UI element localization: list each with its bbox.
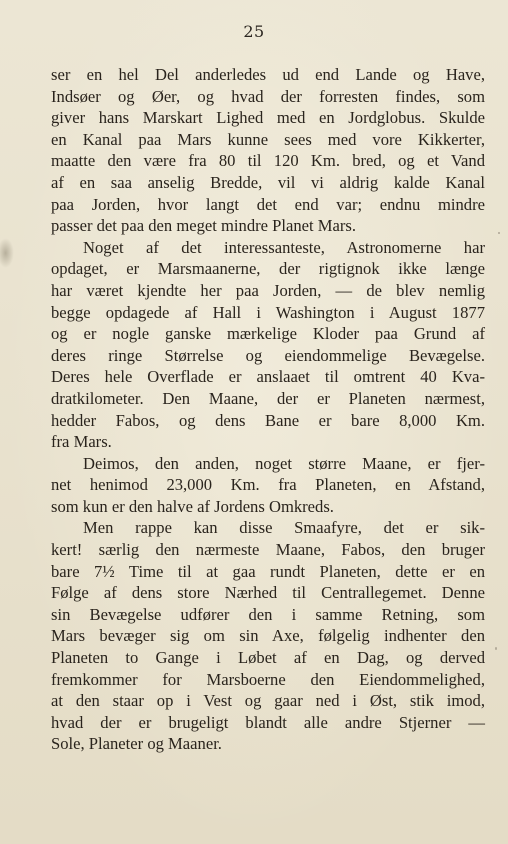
text-line: deres ringe Størrelse og eiendommelige Bevægelse. (51, 345, 485, 365)
text-line: som kun er den halve af Jordens Omkreds. (51, 496, 334, 516)
text-line: dratkilometer. Den Maane, der er Planeten nærmest, (51, 388, 485, 408)
text-line: sin Bevægelse udfører den i samme Retning, som (51, 604, 485, 624)
body-text (51, 64, 485, 755)
text-line: begge opdagede af Hall i Washington i August 1877 (51, 302, 485, 322)
text-line: Sole, Planeter og Maaner. (51, 734, 222, 754)
text-line: passer det paa den meget mindre Planet Mars. (51, 216, 357, 236)
text-line: Deres hele Overflade er anslaaet til omtrent 40 Kva- (51, 367, 485, 387)
text-line: hedder Fabos, og dens Bane er bare 8,000 Km. (51, 410, 485, 430)
text-line: Noget af det interessanteste, Astronomerne har (83, 237, 485, 257)
text-line: opdaget, er Marsmaanerne, der rigtignok ikke længe (51, 259, 485, 279)
text-line: af en saa anselig Bredde, vil vi aldrig kalde Kanal (51, 172, 485, 192)
page-number: 25 (243, 22, 265, 41)
text-line: at den staar op i Vest og gaar ned i Øst, stik imod, (51, 691, 485, 711)
text-line: paa Jorden, hvor langt det end var; endnu mindre (51, 194, 485, 214)
text-line: kert! særlig den nærmeste Maane, Fabos, den bruger (51, 540, 485, 560)
text-line: og er nogle ganske mærkelige Kloder paa Grund af (51, 324, 485, 344)
text-line: Deimos, den anden, noget større Maane, er fjer- (83, 453, 485, 473)
text-line: har været kjendte her paa Jorden, — de blev nemlig (51, 280, 485, 300)
page-stain (0, 238, 14, 268)
text-line: giver hans Marskart Lighed med en Jordglobus. Skulde (51, 108, 485, 128)
text-line: fra Mars. (51, 432, 112, 452)
text-line: en Kanal paa Mars kunne sees med vore Kikkerter, (51, 129, 485, 149)
text-line: ser en hel Del anderledes ud end Lande og Have, (51, 65, 485, 84)
text-line: Indsøer og Øer, og hvad der forresten findes, som (51, 86, 485, 106)
text-line: net henimod 23,000 Km. fra Planeten, en Afstand, (51, 475, 485, 495)
text-line: Planeten to Gange i Løbet af en Dag, og derved (51, 648, 485, 668)
text-line: Mars bevæger sig om sin Axe, følgelig indhenter den (51, 626, 485, 646)
page-speck (498, 232, 500, 234)
text-line: fremkommer for Marsboerne den Eiendommelighed, (51, 669, 485, 689)
text-line: Men rappe kan disse Smaafyre, det er sik- (83, 518, 485, 538)
text-line: hvad der er brugeligt blandt alle andre Stjerner — (51, 712, 485, 732)
text-line: bare 7½ Time til at gaa rundt Planeten, dette er en (51, 561, 485, 581)
text-line: Følge af dens store Nærhed til Centrallegemet. Denne (51, 583, 485, 603)
text-line: maatte den være fra 80 til 120 Km. bred, og et Vand (51, 151, 485, 171)
page-speck (495, 647, 497, 650)
